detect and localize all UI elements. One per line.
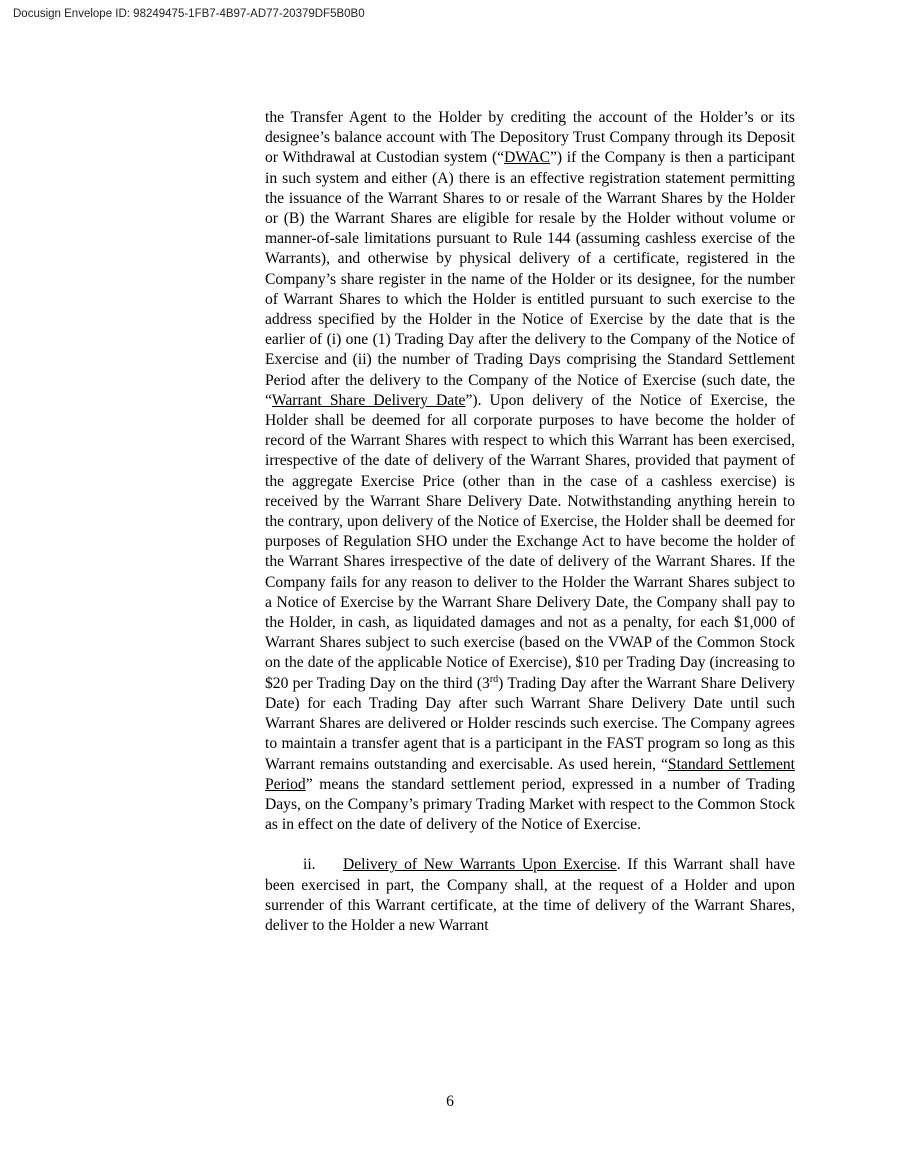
- text-segment: the Transfer Agent to the Holder by crediting the account of the Holder’s or its designee’s balance account with The Depository Trust Company through its Deposit or Withdrawal at Custodian system (“: [265, 109, 795, 167]
- defined-term-standard-settlement-period: Standard Settlement Period: [265, 755, 795, 793]
- text-segment: . If this Warrant shall have been exercised in part, the Company shall, at the request of a Holder and upon surrender of this Warrant certificate, at the time of delivery of the Warrant Shares, deliver to the Holder a new Warrant: [265, 856, 795, 934]
- paragraph-new-warrants: [265, 855, 795, 936]
- envelope-id-header: Docusign Envelope ID: 98249475-1FB7-4B97-AD77-20379DF5B0B0: [13, 8, 365, 20]
- text-segment: ”) if the Company is then a participant in such system and either (A) there is an effective registration statement permitting the issuance of the Warrant Shares to or resale of the Warrant Shares by the Holder or (B) the Warrant Shares are eligible for resale by the Holder without volume or manner-of-sale limitations pursuant to Rule 144 (assuming cashless exercise of the Warrants), and otherwise by physical delivery of a certificate, registered in the Company’s share register in the name of the Holder or its designee, for the number of Warrant Shares to which the Holder is entitled pursuant to such exercise to the address specified by the Holder in the Notice of Exercise by the date that is the earlier of (i) one (1) Trading Day after the delivery to the Company of the Notice of Exercise and (ii) the number of Trading Days comprising the Standard Settlement Period after the delivery to the Company of the Notice of Exercise (such date, the “: [265, 149, 796, 409]
- text-segment: ” means the standard settlement period, expressed in a number of Trading Days, on the Company’s primary Trading Market with respect to the Common Stock as in effect on the date of delivery of the Notice of Exercise.: [265, 775, 795, 834]
- text-segment: ”). Upon delivery of the Notice of Exercise, the Holder shall be deemed for all corporate purposes to have become the holder of record of the Warrant Shares with respect to which this Warrant has been exercised, irrespective of the date of delivery of the Warrant Shares, provided that payment of the aggregate Exercise Price (other than in the case of a cashless exercise) is received by the Warrant Share Delivery Date. Notwithstanding anything herein to the contrary, upon delivery of the Notice of Exercise, the Holder shall be deemed for purposes of Regulation SHO under the Exchange Act to have become the holder of the Warrant Shares irrespective of the date of delivery of the Warrant Shares. If the Company fails for any reason to deliver to the Holder the Warrant Shares subject to a Notice of Exercise by the Warrant Share Delivery Date, the Company shall pay to the Holder, in cash, as liquidated damages and not as a penalty, for each $1,000 of Warrant Shares subject to such exercise (based on the VWAP of the Common Stock on the date of the applicable Notice of Exercise), $10 per Trading Day (increasing to $20 per Trading Day on the third (3: [265, 391, 795, 692]
- text-segment: ) Trading Day after the Warrant Share Delivery Date) for each Trading Day after such Warrant Share Delivery Date until such Warrant Shares are delivered or Holder rescinds such exercise. The Company agrees to maintain a transfer agent that is a participant in the FAST program so long as this Warrant remains outstanding and exercisable. As used herein, “: [265, 674, 795, 773]
- section-heading: Delivery of New Warrants Upon Exercise: [343, 856, 617, 874]
- section-numeral: ii.: [303, 856, 316, 874]
- defined-term-dwac: DWAC: [504, 149, 550, 167]
- defined-term-warrant-share-delivery-date: Warrant Share Delivery Date: [271, 391, 466, 409]
- page-number: 6: [446, 1093, 454, 1110]
- paragraph-delivery-terms: [265, 108, 795, 835]
- ordinal-superscript: rd: [489, 673, 499, 685]
- document-body: [265, 108, 795, 936]
